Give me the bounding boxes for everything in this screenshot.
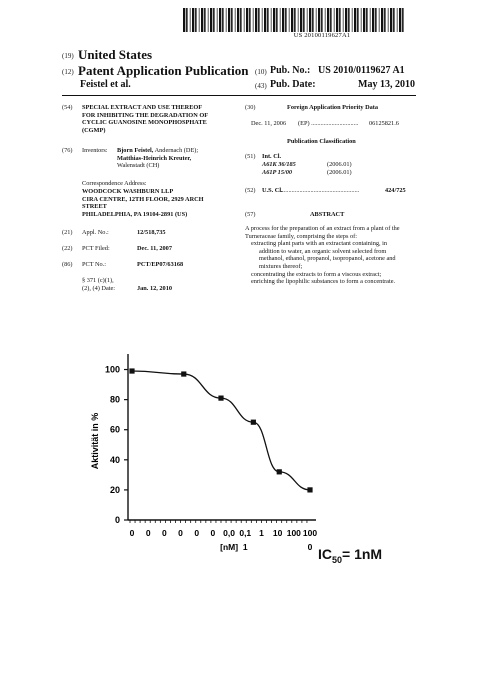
barcode-bar bbox=[210, 8, 212, 32]
priority-number: 06125821.6 bbox=[369, 120, 399, 127]
address-line: CIRA CENTRE, 12TH FLOOR, 2929 ARCH bbox=[82, 195, 204, 203]
appl-no-value: 12/518,735 bbox=[137, 229, 166, 236]
series-line bbox=[132, 371, 310, 490]
title-line: SPECIAL EXTRACT AND USE THEREOF bbox=[82, 104, 203, 111]
barcode-bar bbox=[397, 8, 398, 32]
barcode-bar bbox=[255, 8, 257, 32]
y-axis-label: Aktivität in % bbox=[90, 412, 100, 470]
barcode-bar bbox=[291, 8, 293, 32]
barcode-bar bbox=[390, 8, 392, 32]
barcode-bar bbox=[402, 8, 404, 32]
data-point bbox=[181, 371, 186, 376]
ic50-rest: = 1nM bbox=[342, 546, 383, 562]
barcode-bar bbox=[237, 8, 239, 32]
barcode-bar bbox=[336, 8, 338, 32]
barcode-bar bbox=[348, 8, 350, 32]
inventor-location: Andernach (DE); bbox=[153, 147, 199, 154]
barcode-bar bbox=[318, 8, 320, 32]
barcode-bar bbox=[298, 8, 299, 32]
barcode-bar bbox=[325, 8, 326, 32]
barcode-bar bbox=[262, 8, 263, 32]
barcode-bar bbox=[372, 8, 374, 32]
address-line: WOODCOCK WASHBURN LLP bbox=[82, 188, 174, 195]
x-tick-label: 100 bbox=[286, 528, 301, 538]
inventors bbox=[117, 147, 247, 170]
barcode-bar bbox=[226, 8, 227, 32]
barcode-bar bbox=[282, 8, 284, 32]
y-tick-label: 60 bbox=[109, 424, 120, 435]
barcode-bar bbox=[370, 8, 371, 32]
pct-no-label: PCT No.: bbox=[82, 261, 107, 268]
address-line: STREET bbox=[82, 203, 107, 211]
x-tick-label: 0 bbox=[178, 528, 183, 538]
x-tick-label: 1 bbox=[259, 528, 264, 538]
barcode-bar bbox=[195, 8, 197, 32]
barcode-bar bbox=[384, 8, 386, 32]
barcode-bar bbox=[249, 8, 251, 32]
y-tick-label: 20 bbox=[109, 484, 120, 495]
data-point bbox=[251, 420, 256, 425]
tag-12: (12) bbox=[62, 68, 74, 76]
us-cl-label: U.S. Cl. bbox=[262, 187, 283, 194]
barcode-bar bbox=[217, 8, 218, 32]
barcode-bar bbox=[208, 8, 209, 32]
tag-21: (21) bbox=[62, 229, 73, 236]
barcode-bar bbox=[309, 8, 311, 32]
inventor-short: Feistel et al. bbox=[80, 79, 131, 90]
pct-filed-label: PCT Filed: bbox=[82, 245, 110, 252]
ic50-annotation bbox=[318, 546, 382, 565]
barcode-bar bbox=[354, 8, 356, 32]
data-point bbox=[307, 487, 312, 492]
barcode-bar bbox=[312, 8, 314, 32]
barcode-bar bbox=[273, 8, 275, 32]
int-cl-code: A61K 36/185 bbox=[262, 161, 296, 168]
y-tick-label: 100 bbox=[104, 364, 120, 375]
barcode-bar bbox=[307, 8, 308, 32]
barcode-bar bbox=[388, 8, 389, 32]
barcode-number: US 20100119627A1 bbox=[293, 32, 351, 39]
barcode-bar bbox=[246, 8, 248, 32]
correspondence-label: Correspondence Address: bbox=[82, 180, 147, 187]
barcode-bar bbox=[219, 8, 221, 32]
abstract-line: enriching the lipophilic substances to form a concentrate. bbox=[251, 278, 396, 286]
x-sublabel: 0 bbox=[307, 542, 313, 552]
data-point bbox=[129, 368, 134, 373]
section-371-date-label: (2), (4) Date: bbox=[82, 285, 116, 292]
x-tick-label: 100 bbox=[302, 528, 318, 538]
priority-heading: Foreign Application Priority Data bbox=[287, 104, 379, 111]
barcode-bar bbox=[201, 8, 203, 32]
barcode-bar bbox=[289, 8, 290, 32]
int-cl-label: Int. Cl. bbox=[262, 153, 282, 160]
tag-30: (30) bbox=[245, 104, 256, 111]
barcode-bar bbox=[379, 8, 380, 32]
pub-date-value: May 13, 2010 bbox=[358, 79, 415, 90]
barcode-bar bbox=[192, 8, 194, 32]
barcode-bar bbox=[199, 8, 200, 32]
barcode-bar bbox=[231, 8, 233, 32]
pub-no-value: US 2010/0119627 A1 bbox=[318, 65, 405, 76]
barcode-bar bbox=[190, 8, 191, 32]
us-cl-dots: ................................................... bbox=[279, 187, 360, 194]
x-tick-label: 0 bbox=[210, 528, 216, 538]
invention-title bbox=[82, 104, 232, 134]
publication-classification-heading: Publication Classification bbox=[287, 138, 356, 145]
y-tick-label: 80 bbox=[109, 394, 120, 405]
barcode-bar bbox=[375, 8, 377, 32]
x-sublabel: 1 bbox=[242, 542, 248, 552]
barcode-bar bbox=[316, 8, 317, 32]
x-axis-label: [nM] bbox=[220, 542, 239, 552]
barcode-bar bbox=[366, 8, 368, 32]
barcode-bar bbox=[253, 8, 254, 32]
abstract-line: mixtures thereof; bbox=[259, 262, 303, 270]
barcode-bar bbox=[186, 8, 188, 32]
priority-date: Dec. 11, 2006 bbox=[251, 120, 287, 127]
abstract-line: concentrating the extracts to form a viscous extract; bbox=[251, 270, 382, 278]
barcode-bar bbox=[393, 8, 395, 32]
us-cl-value: 424/725 bbox=[385, 187, 406, 194]
barcode-bar bbox=[222, 8, 224, 32]
ic50-main: IC bbox=[318, 546, 332, 562]
header-rule bbox=[62, 95, 416, 96]
tag-54: (54) bbox=[62, 104, 73, 111]
int-cl-year: (2006.01) bbox=[327, 161, 352, 168]
priority-country: (EP) .............................. bbox=[298, 120, 359, 127]
inventor-name: Bjorn Feistel, bbox=[117, 147, 154, 154]
country: United States bbox=[78, 47, 153, 62]
abstract-line: addition to water, an organic solvent selected from bbox=[259, 247, 387, 255]
barcode-bar bbox=[343, 8, 344, 32]
barcode-bar bbox=[345, 8, 347, 32]
abstract-line: methanol, ethanol, propanol, isopropanol, acetone and bbox=[259, 255, 396, 263]
tag-86: (86) bbox=[62, 261, 73, 268]
barcode-bar bbox=[285, 8, 287, 32]
barcode-bar bbox=[204, 8, 206, 32]
x-tick-label: 0 bbox=[129, 528, 135, 538]
barcode-bar bbox=[244, 8, 245, 32]
tag-76: (76) bbox=[62, 147, 73, 154]
barcode-bar bbox=[235, 8, 236, 32]
barcode-bar bbox=[399, 8, 401, 32]
tag-57: (57) bbox=[245, 211, 256, 218]
tag-51: (51) bbox=[245, 153, 256, 160]
barcode-bar bbox=[303, 8, 305, 32]
int-cl-code: A61P 15/00 bbox=[262, 169, 293, 176]
tag-52: (52) bbox=[245, 187, 256, 194]
section-371-label: § 371 (c)(1), bbox=[82, 277, 114, 284]
ic50-sub: 50 bbox=[332, 554, 343, 565]
title-line: CYCLIC GUANOSINE MONOPHOSPHATE bbox=[82, 119, 207, 127]
tag-19: (19) bbox=[62, 52, 74, 60]
barcode-bar bbox=[352, 8, 353, 32]
abstract-line: Turneraceae family, comprising the steps of: bbox=[245, 232, 357, 240]
int-cl-year: (2006.01) bbox=[327, 169, 352, 176]
barcode-bar bbox=[228, 8, 230, 32]
barcode-bar bbox=[267, 8, 269, 32]
activity-chart bbox=[70, 340, 400, 575]
inventor-location: Walenstadt (CH) bbox=[117, 162, 160, 170]
document-type: Patent Application Publication bbox=[78, 63, 249, 78]
tag-43: (43) bbox=[255, 82, 267, 90]
y-tick-label: 40 bbox=[109, 454, 120, 465]
data-point bbox=[277, 469, 282, 474]
data-point bbox=[218, 396, 223, 401]
x-tick-label: 0,1 bbox=[239, 528, 252, 538]
abstract-line: A process for the preparation of an extract from a plant of the bbox=[245, 225, 400, 232]
barcode-bar bbox=[363, 8, 365, 32]
correspondence-address bbox=[82, 188, 230, 218]
barcode-bar bbox=[240, 8, 242, 32]
pub-date-label: Pub. Date: bbox=[270, 79, 316, 90]
barcode-bar bbox=[183, 8, 185, 32]
y-tick-label: 0 bbox=[114, 515, 120, 525]
pct-filed-value: Dec. 11, 2007 bbox=[137, 245, 172, 252]
x-tick-label: 0 bbox=[145, 528, 151, 538]
barcode-bar bbox=[276, 8, 278, 32]
abstract-heading: ABSTRACT bbox=[310, 211, 345, 218]
abstract-body bbox=[245, 225, 417, 286]
section-371-date-value: Jan. 12, 2010 bbox=[137, 285, 172, 292]
barcode-bar bbox=[280, 8, 281, 32]
inventor-name: Matthias-Heinrich Kreuter, bbox=[117, 154, 192, 162]
barcode-bar bbox=[300, 8, 302, 32]
tag-10: (10) bbox=[255, 68, 267, 76]
tag-22: (22) bbox=[62, 245, 73, 252]
barcode-bar bbox=[213, 8, 215, 32]
pub-no-label: Pub. No.: bbox=[270, 65, 311, 76]
pct-no-value: PCT/EP07/63168 bbox=[137, 261, 184, 268]
barcode-bar bbox=[381, 8, 383, 32]
barcode-bar bbox=[258, 8, 260, 32]
x-tick-label: 0 bbox=[194, 528, 200, 538]
title-line: FOR INHIBITING THE DEGRADATION OF bbox=[82, 111, 209, 119]
abstract-line: extracting plant parts with an extractant containing, in bbox=[251, 240, 388, 248]
inventors-label: Inventors: bbox=[82, 147, 108, 154]
address-line: PHILADELPHIA, PA 19104-2891 (US) bbox=[82, 210, 188, 218]
barcode bbox=[183, 8, 407, 32]
title-line: (CGMP) bbox=[82, 126, 106, 134]
x-tick-label: 0,0 bbox=[223, 528, 236, 538]
x-tick-label: 10 bbox=[272, 528, 283, 538]
appl-no-label: Appl. No.: bbox=[82, 229, 109, 236]
barcode-bar bbox=[321, 8, 323, 32]
x-tick-label: 0 bbox=[161, 528, 167, 538]
barcode-bar bbox=[264, 8, 266, 32]
barcode-bar bbox=[334, 8, 335, 32]
barcode-bar bbox=[330, 8, 332, 32]
barcode-bar bbox=[361, 8, 362, 32]
barcode-bar bbox=[357, 8, 359, 32]
barcode-bar bbox=[339, 8, 341, 32]
barcode-bar bbox=[271, 8, 272, 32]
barcode-bar bbox=[294, 8, 296, 32]
barcode-bar bbox=[327, 8, 329, 32]
